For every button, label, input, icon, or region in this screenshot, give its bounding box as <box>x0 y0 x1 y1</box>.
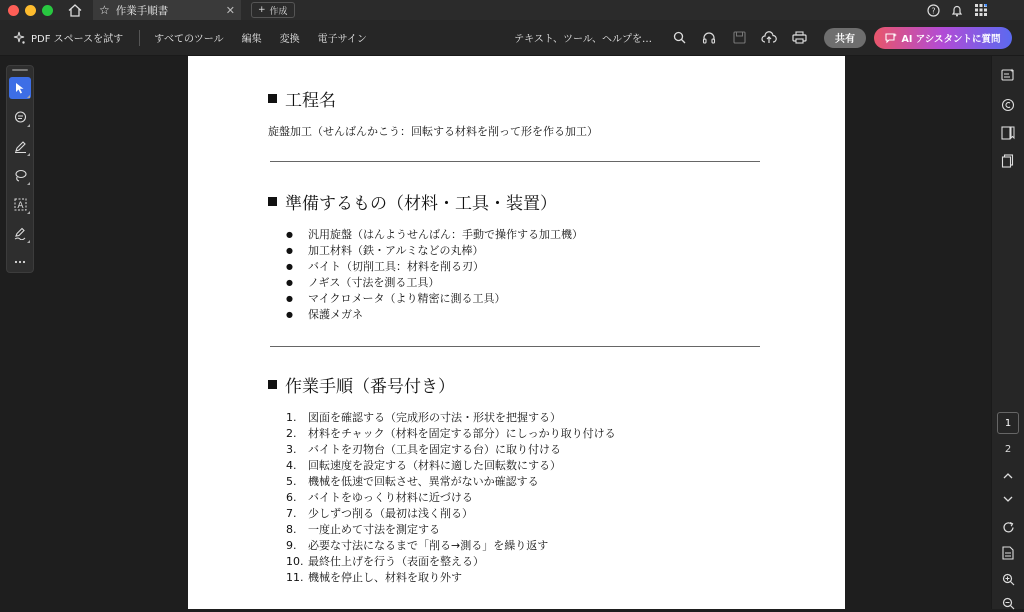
list-item: 6. バイトをゆっくり材料に近づける <box>286 490 473 504</box>
comment-tool-button[interactable] <box>9 106 31 128</box>
text-box-tool-button[interactable] <box>9 193 31 215</box>
section-heading <box>268 372 455 397</box>
section-heading <box>268 189 557 214</box>
search-hint[interactable]: テキスト、ツール、ヘルプを… <box>514 34 652 45</box>
star-icon[interactable]: ☆ <box>99 3 110 17</box>
ai-summary-icon[interactable] <box>999 66 1017 84</box>
heading-square <box>268 197 277 206</box>
section3-title: 作業手順（番号付き） <box>285 377 455 397</box>
text-box-icon <box>14 198 27 211</box>
cloud-upload-icon[interactable] <box>760 29 778 47</box>
pen-icon <box>14 140 27 153</box>
list-item: ● 加工材料（鉄・アルミなどの丸棒） <box>286 244 484 257</box>
list-item: 1. 図面を確認する（完成形の寸法・形状を把握する） <box>286 410 561 424</box>
zoom-out-icon[interactable] <box>999 594 1017 612</box>
list-item: ● ノギス（寸法を測る工具） <box>286 276 440 289</box>
cursor-icon <box>15 82 25 94</box>
pdf-space-label: PDF スペースを試す <box>31 34 124 45</box>
plus-icon: + <box>258 5 266 15</box>
page-thumb-1[interactable]: 1 <box>997 412 1019 434</box>
menu-edit[interactable]: 編集 <box>241 34 262 45</box>
ai-assistant-label: AI アシスタントに質問 <box>901 33 1001 45</box>
bell-icon[interactable] <box>950 3 964 17</box>
menu-all-tools[interactable]: すべてのツール <box>154 34 224 45</box>
print-icon[interactable] <box>790 29 808 47</box>
bookmarks-icon[interactable] <box>999 124 1017 142</box>
pdf-space-button[interactable] <box>12 30 123 45</box>
list-item: 8. 一度止めて寸法を測定する <box>286 522 440 536</box>
highlight-tool-button[interactable] <box>9 135 31 157</box>
horizontal-rule <box>270 161 760 162</box>
share-button[interactable]: 共有 <box>824 28 866 48</box>
window-controls <box>8 5 53 16</box>
document-tab[interactable] <box>93 0 241 20</box>
section1-title: 工程名 <box>285 91 336 111</box>
draw-tool-button[interactable] <box>9 164 31 186</box>
close-window-button[interactable] <box>8 5 19 16</box>
pages-icon[interactable] <box>999 152 1017 170</box>
toolbar-divider <box>139 30 140 46</box>
menu-esign[interactable]: 電子サイン <box>317 34 367 45</box>
signature-icon <box>14 227 27 240</box>
pdf-page <box>188 56 845 609</box>
title-bar <box>0 0 1024 20</box>
zoom-window-button[interactable] <box>42 5 53 16</box>
menu-convert[interactable]: 変換 <box>279 34 300 45</box>
new-tab-label: 作成 <box>269 6 288 17</box>
new-tab-button[interactable] <box>251 2 295 18</box>
horizontal-rule <box>270 346 760 347</box>
list-item: 11. 機械を停止し、材料を取り外す <box>286 570 462 584</box>
tab-title: 作業手順書 <box>115 4 169 17</box>
heading-square <box>268 94 277 103</box>
comments-panel-icon[interactable] <box>999 96 1017 114</box>
list-item: ● バイト（切削工具：材料を削る刃） <box>286 260 484 273</box>
refresh-icon[interactable] <box>999 518 1017 536</box>
list-item: 4. 回転速度を設定する（材料に適した回転数にする） <box>286 458 561 472</box>
process-description: 旋盤加工（せんばんかこう：回転する材料を削って形を作る加工） <box>268 125 598 138</box>
home-icon[interactable] <box>67 2 83 18</box>
sign-tool-button[interactable] <box>9 222 31 244</box>
section-heading <box>268 86 336 111</box>
svg-text:?: ? <box>930 6 936 15</box>
list-item: ● 汎用旋盤（はんようせんばん：手動で操作する加工機） <box>286 228 583 241</box>
document-properties-icon[interactable] <box>999 544 1017 562</box>
minimize-window-button[interactable] <box>25 5 36 16</box>
ai-chat-icon <box>885 32 897 44</box>
main-toolbar <box>0 20 1024 56</box>
help-icon[interactable] <box>926 3 940 17</box>
chevron-down-icon[interactable] <box>999 490 1017 508</box>
select-tool-button[interactable] <box>9 77 31 99</box>
save-icon[interactable] <box>730 29 748 47</box>
svg-text:A: A <box>16 200 24 211</box>
section2-title: 準備するもの（材料・工具・装置） <box>285 194 557 214</box>
lasso-icon <box>14 169 27 182</box>
ai-assistant-button[interactable] <box>874 27 1012 49</box>
sparkle-icon <box>12 31 26 45</box>
search-icon[interactable] <box>670 29 688 47</box>
list-item: 9. 必要な寸法になるまで「削る→測る」を繰り返す <box>286 538 549 552</box>
more-tools-button[interactable] <box>9 251 31 273</box>
list-item: 5. 機械を低速で回転させ、異常がないか確認する <box>286 474 539 488</box>
procedure-list <box>286 409 616 585</box>
list-item: 7. 少しずつ削る（最初は浅く削る） <box>286 506 473 520</box>
headphones-icon[interactable] <box>700 29 718 47</box>
materials-list <box>286 226 583 322</box>
zoom-in-icon[interactable] <box>999 570 1017 588</box>
list-item: 2. 材料をチャック（材料を固定する部分）にしっかり取り付ける <box>286 426 616 440</box>
list-item: 10. 最終仕上げを行う（表面を整える） <box>286 554 484 568</box>
comment-icon <box>14 111 27 124</box>
page-thumb-2[interactable]: 2 <box>1004 443 1012 455</box>
quick-tools-panel <box>6 65 34 273</box>
heading-square <box>268 380 277 389</box>
right-sidebar <box>991 56 1024 609</box>
list-item: ● 保護メガネ <box>286 308 363 321</box>
chevron-up-icon[interactable] <box>999 466 1017 484</box>
apps-grid-icon[interactable] <box>974 3 988 17</box>
drag-handle[interactable] <box>12 69 28 71</box>
close-icon[interactable]: ✕ <box>225 3 235 17</box>
more-icon <box>14 260 26 264</box>
list-item: 3. バイトを刃物台（工具を固定する台）に取り付ける <box>286 442 561 456</box>
list-item: ● マイクロメータ（より精密に測る工具） <box>286 292 506 305</box>
